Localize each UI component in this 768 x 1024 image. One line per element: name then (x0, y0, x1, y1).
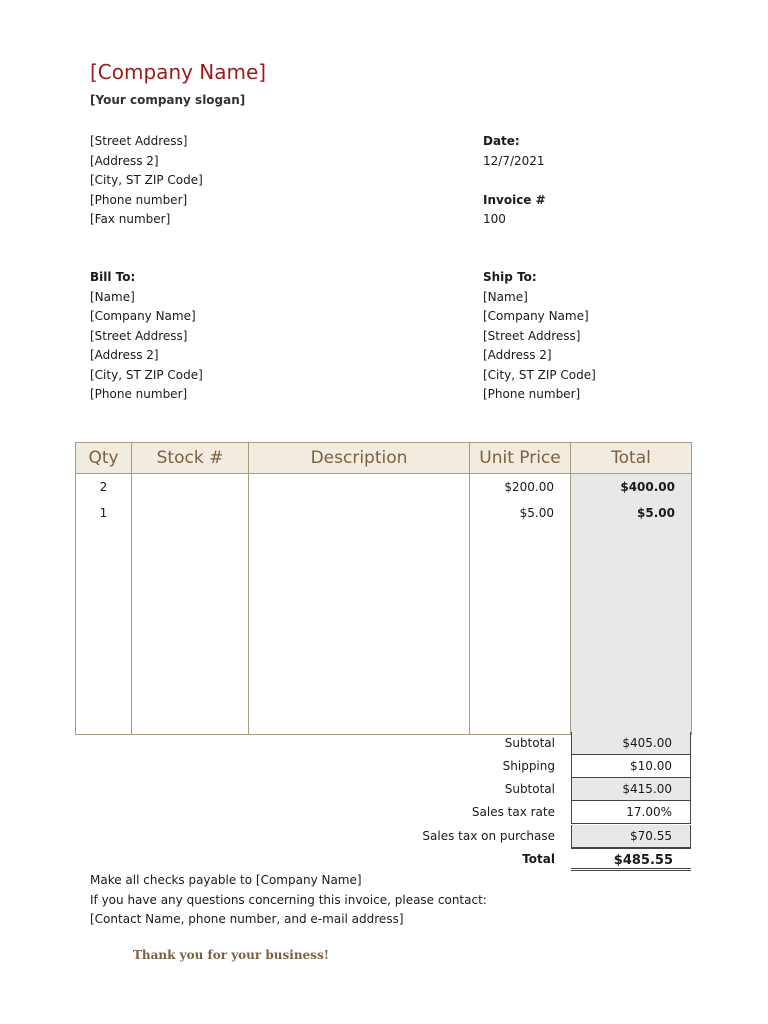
thank-you-message: Thank you for your business! (133, 948, 329, 962)
total-value: $485.55 (571, 848, 691, 871)
ship-to-city: [City, ST ZIP Code] (483, 367, 596, 382)
table-row-stock (132, 474, 248, 500)
sender-phone: [Phone number] (90, 192, 188, 207)
sales-tax-label: Sales tax on purchase (422, 829, 555, 843)
unit-price-column (470, 474, 571, 735)
sender-fax: [Fax number] (90, 212, 171, 226)
header-total: Total (571, 443, 692, 474)
bill-to-block (90, 268, 203, 405)
bill-to-label: Bill To: (90, 270, 136, 284)
subtotal-label: Subtotal (504, 736, 555, 750)
questions-note: If you have any questions concerning this invoice, please contact: (90, 892, 487, 907)
contact-note: [Contact Name, phone number, and e-mail address] (90, 912, 404, 926)
table-row-qty: 2 (99, 480, 108, 494)
line-items-table (75, 442, 692, 735)
table-body (76, 474, 692, 735)
subtotal-with-shipping-label: Subtotal (504, 782, 555, 796)
sales-tax-value: $70.55 (571, 825, 691, 848)
sales-tax-rate-value: 17.00% (571, 801, 691, 824)
company-name: [Company Name] (90, 60, 267, 84)
bill-to-city: [City, ST ZIP Code] (90, 367, 203, 382)
sender-street: [Street Address] (90, 134, 188, 148)
shipping-value: $10.00 (571, 755, 691, 778)
header-stock: Stock # (132, 443, 249, 474)
shipping-label: Shipping (502, 759, 555, 773)
ship-to-block (483, 268, 596, 405)
table-row-unit-price: $200.00 (504, 480, 554, 494)
header-unit-price: Unit Price (470, 443, 571, 474)
bill-to-phone: [Phone number] (90, 387, 188, 401)
bill-to-street: [Street Address] (90, 328, 188, 343)
ship-to-company: [Company Name] (483, 309, 589, 323)
bill-to-company: [Company Name] (90, 309, 196, 323)
qty-column (76, 474, 132, 735)
invoice-meta-block (483, 132, 546, 230)
invoice-number-label: Invoice # (483, 192, 546, 207)
sender-city: [City, ST ZIP Code] (90, 173, 203, 187)
ship-to-label: Ship To: (483, 270, 537, 284)
header-description: Description (249, 443, 470, 474)
date-label: Date: (483, 134, 520, 148)
ship-to-street: [Street Address] (483, 328, 581, 343)
table-row-qty: 1 (99, 506, 108, 520)
table-row-unit-price: $5.00 (519, 506, 554, 520)
date-value: 12/7/2021 (483, 153, 545, 168)
table-row-description (249, 500, 469, 526)
invoice-number-value: 100 (483, 212, 506, 226)
table-row-stock (132, 500, 248, 526)
total-column (571, 474, 692, 735)
sales-tax-rate-label: Sales tax rate (471, 805, 555, 819)
ship-to-name: [Name] (483, 289, 528, 304)
total-label: Total (522, 852, 555, 866)
description-column (249, 474, 470, 735)
subtotal-value: $405.00 (571, 732, 691, 755)
company-slogan: [Your company slogan] (90, 93, 246, 107)
subtotal-with-shipping-value: $415.00 (571, 778, 691, 801)
bill-to-address2: [Address 2] (90, 348, 159, 362)
ship-to-address2: [Address 2] (483, 348, 552, 362)
sender-address2: [Address 2] (90, 153, 159, 168)
bill-to-name: [Name] (90, 289, 135, 304)
ship-to-phone: [Phone number] (483, 387, 581, 401)
table-row-description (249, 474, 469, 500)
table-header-row (76, 443, 692, 474)
stock-column (132, 474, 249, 735)
header-qty: Qty (76, 443, 132, 474)
sender-address-block (90, 132, 203, 230)
checks-payable-note: Make all checks payable to [Company Name] (90, 873, 362, 887)
table-row-total: $400.00 (620, 480, 675, 494)
payment-notes (90, 871, 487, 930)
table-row-total: $5.00 (637, 506, 675, 520)
